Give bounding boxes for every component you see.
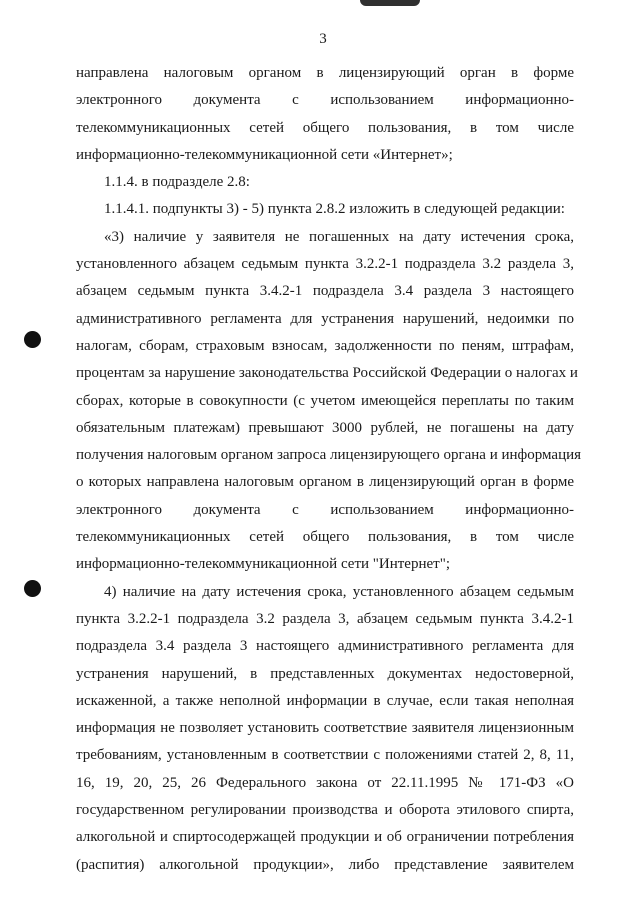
text-line: абзацем седьмым пункта 3.4.2-1 подраздела 3.4 раздела 3 настоящего xyxy=(76,283,574,300)
text-line: электронного документа с использованием информационно- xyxy=(76,501,574,518)
text-line: информационно-телекоммуникационной сети «Интернет»; xyxy=(76,146,453,163)
text-line: телекоммуникационных сетей общего пользования, в том числе xyxy=(76,119,574,136)
text-line: телекоммуникационных сетей общего пользования, в том числе xyxy=(76,529,574,546)
text-line: сборах, которые в совокупности (с учетом имеющейся переплаты по таким xyxy=(76,392,574,409)
text-line: пункта 3.2.2-1 подраздела 3.2 раздела 3, абзацем седьмым пункта 3.4.2-1 xyxy=(76,610,574,627)
text-line: направлена налоговым органом в лицензирующий орган в форме xyxy=(76,65,574,81)
text-line: информация не позволяет установить соответствие заявителя лицензионным xyxy=(76,720,574,737)
text-line: электронного документа с использованием информационно- xyxy=(76,92,574,109)
text-line: установленного абзацем седьмым пункта 3.2.2-1 подраздела 3.2 раздела 3, xyxy=(76,256,574,273)
text-line: процентам за нарушение законодательства Российской Федерации о налогах и xyxy=(76,365,578,382)
text-line: «3) наличие у заявителя не погашенных на дату истечения срока, xyxy=(104,228,574,245)
page-number: 3 xyxy=(319,31,327,47)
scan-artifact xyxy=(360,0,420,6)
text-line: 4) наличие на дату истечения срока, установленного абзацем седьмым xyxy=(104,583,574,600)
text-line: информационно-телекоммуникационной сети "Интернет"; xyxy=(76,556,450,573)
text-line: налогам, сборам, страховым взносам, задолженности по пеням, штрафам, xyxy=(76,337,574,354)
binding-hole xyxy=(24,331,41,348)
text-line: подраздела 3.4 раздела 3 настоящего административного регламента для xyxy=(76,638,574,655)
text-line: искаженной, а также неполной информации в случае, если такая неполная xyxy=(76,692,574,709)
text-line: получения налоговым органом запроса лицензирующего органа и информация xyxy=(76,447,582,464)
text-line: государственном регулировании производства и оборота этилового спирта, xyxy=(76,802,574,819)
text-line: алкогольной и спиртосодержащей продукции и об ограничении потребления xyxy=(76,829,574,846)
text-line: требованиям, установленным в соответствии с положениями статей 2, 8, 11, xyxy=(76,747,574,764)
document-body xyxy=(76,60,582,879)
text-line: (распития) алкогольной продукции», либо представление заявителем xyxy=(76,856,574,873)
text-line: обязательным платежам) превышают 3000 рублей, не погашены на дату xyxy=(76,419,574,436)
text-line: 1.1.4. в подразделе 2.8: xyxy=(104,174,250,191)
binding-hole xyxy=(24,580,41,597)
text-line: о которых направлена налоговым органом в лицензирующий орган в форме xyxy=(76,474,574,491)
text-line: 16, 19, 20, 25, 26 Федерального закона от 22.11.1995 № 171-ФЗ «О xyxy=(76,774,574,791)
text-line: 1.1.4.1. подпункты 3) - 5) пункта 2.8.2 изложить в следующей редакции: xyxy=(104,201,565,218)
text-line: административного регламента для устранения нарушений, недоимки по xyxy=(76,310,574,327)
text-line: устранения нарушений, в представленных документах недостоверной, xyxy=(76,665,574,682)
